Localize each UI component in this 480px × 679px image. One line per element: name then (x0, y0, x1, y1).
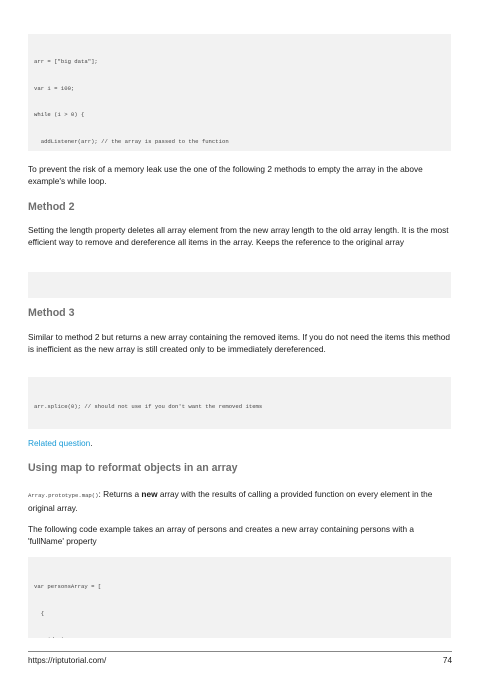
code-line: arr = ["big data"]; (34, 57, 98, 65)
code-block-length (28, 272, 451, 298)
footer-divider (28, 651, 452, 652)
map-example-paragraph: The following code example takes an array of persons and creates a new array containing persons with a 'fullName' property (28, 524, 415, 547)
map-desc-text: : Returns a (98, 489, 142, 499)
related-question-period: . (90, 438, 93, 448)
code-line: addListener(arr); // the array is passed to the function (34, 137, 229, 145)
code-line: { (34, 609, 45, 617)
intro-paragraph: To prevent the risk of a memory leak use the one of the following 2 methods to empty the array in the above example's while loop. (28, 164, 423, 187)
code-line: var i = 100; (34, 84, 75, 92)
map-inline-code: Array.prototype.map() (28, 492, 99, 499)
code-block-while-loop (28, 34, 451, 151)
map-description (28, 488, 452, 514)
page-number: 74 (442, 656, 452, 665)
method-2-paragraph: Setting the length property deletes all array element from the new array length to the old array length. It is the most efficient way to remove and dereference all items in the array. Keeps the reference to the original array (28, 225, 449, 248)
method-3-heading: Method 3 (28, 307, 75, 319)
code-line: arr.splice(0); // should not use if you don't want the removed items (34, 402, 263, 410)
code-block-splice (28, 377, 451, 429)
code-block-persons (28, 557, 451, 638)
map-desc-text-2: array with the results of calling a provided function on every element in the original array. (28, 489, 433, 514)
map-section-heading: Using map to reformat objects in an array (28, 462, 238, 474)
related-question-link[interactable]: Related question (28, 438, 91, 448)
code-line: while (i > 0) { (34, 111, 85, 119)
footer-url[interactable]: https://riptutorial.com/ (28, 656, 107, 665)
map-desc-bold: new (141, 489, 158, 499)
code-line (34, 636, 451, 638)
related-question-line (28, 437, 452, 449)
code-line: var personsArray = [ (34, 582, 102, 590)
method-3-paragraph: Similar to method 2 but returns a new array containing the removed items. If you do not need the items this method is inefficient as the new array is still created only to be immediately dereferenced. (28, 332, 450, 355)
method-2-heading: Method 2 (28, 201, 75, 213)
